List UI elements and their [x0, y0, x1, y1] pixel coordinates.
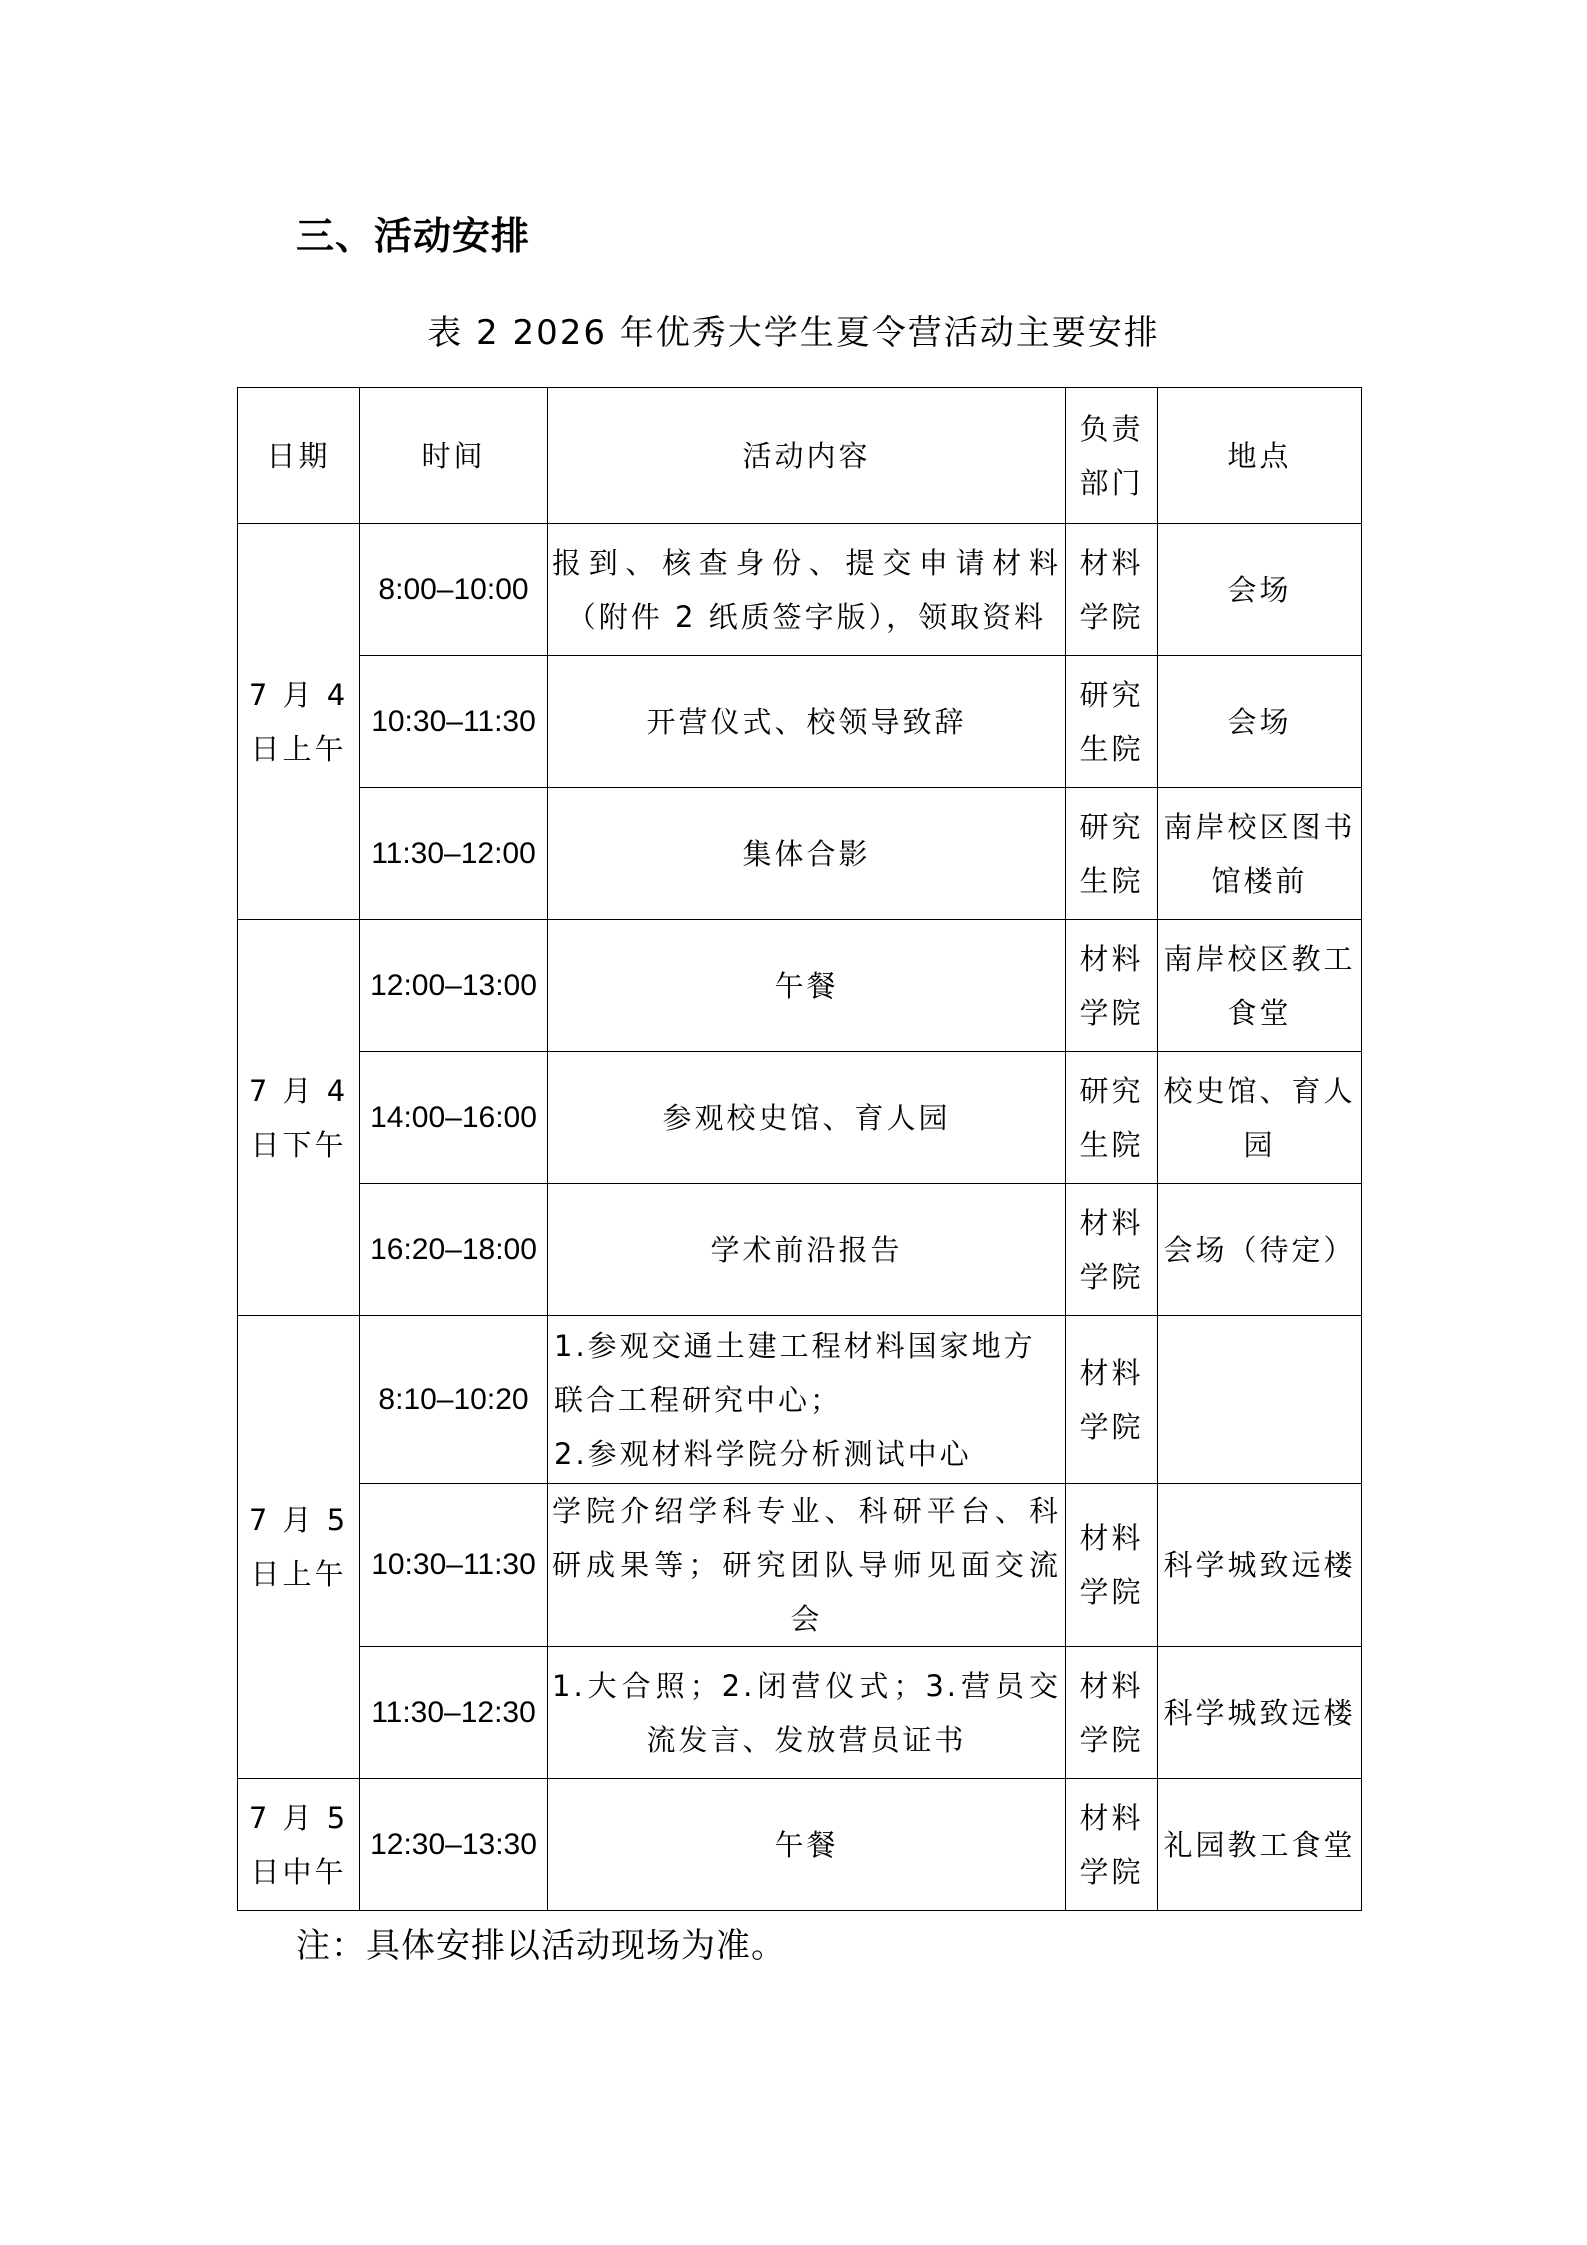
date-cell: 7 月 5 日中午 — [238, 1779, 360, 1911]
time-cell: 8:10–10:20 — [360, 1316, 548, 1484]
dept-cell: 研究生院 — [1066, 1052, 1158, 1184]
time-cell: 16:20–18:00 — [360, 1184, 548, 1316]
location-cell: 校史馆、育人园 — [1158, 1052, 1362, 1184]
location-cell: 会场 — [1158, 524, 1362, 656]
content-line: 2.参观材料学院分析测试中心 — [554, 1436, 972, 1471]
table-row — [238, 656, 1362, 788]
table-caption: 表 2 2026 年优秀大学生夏令营活动主要安排 — [427, 313, 1160, 353]
content-cell: 学术前沿报告 — [548, 1184, 1066, 1316]
dept-cell: 材料学院 — [1066, 1484, 1158, 1647]
column-header-dept: 负责部门 — [1066, 388, 1158, 524]
table-row — [238, 1184, 1362, 1316]
location-cell: 科学城致远楼 — [1158, 1484, 1362, 1647]
content-cell: 学院介绍学科专业、科研平台、科研成果等；研究团队导师见面交流会 — [548, 1484, 1066, 1647]
table-row — [238, 1647, 1362, 1779]
table-row — [238, 1484, 1362, 1647]
table-row — [238, 1316, 1362, 1484]
table-note: 注：具体安排以活动现场为准。 — [296, 1926, 786, 1966]
section-heading: 三、活动安排 — [296, 214, 531, 258]
dept-cell: 研究生院 — [1066, 788, 1158, 920]
schedule-table — [237, 387, 1362, 1911]
dept-cell: 材料学院 — [1066, 920, 1158, 1052]
content-cell: 报到、核查身份、提交申请材料（附件 2 纸质签字版），领取资料 — [548, 524, 1066, 656]
time-cell: 8:00–10:00 — [360, 524, 548, 656]
dept-cell: 材料学院 — [1066, 1316, 1158, 1484]
table-row — [238, 1779, 1362, 1911]
content-cell: 午餐 — [548, 1779, 1066, 1911]
location-cell — [1158, 1316, 1362, 1484]
dept-cell: 材料学院 — [1066, 524, 1158, 656]
time-cell: 10:30–11:30 — [360, 1484, 548, 1647]
location-cell: 礼园教工食堂 — [1158, 1779, 1362, 1911]
dept-cell: 材料学院 — [1066, 1779, 1158, 1911]
time-cell: 11:30–12:00 — [360, 788, 548, 920]
location-cell: 南岸校区教工食堂 — [1158, 920, 1362, 1052]
content-cell: 集体合影 — [548, 788, 1066, 920]
date-cell: 7 月 5 日上午 — [238, 1316, 360, 1779]
location-cell: 科学城致远楼 — [1158, 1647, 1362, 1779]
time-cell: 12:30–13:30 — [360, 1779, 548, 1911]
content-cell: 参观校史馆、育人园 — [548, 1052, 1066, 1184]
content-line: 1.参观交通土建工程材料国家地方联合工程研究中心； — [554, 1328, 1036, 1417]
time-cell: 12:00–13:00 — [360, 920, 548, 1052]
table-row — [238, 1052, 1362, 1184]
content-cell: 午餐 — [548, 920, 1066, 1052]
date-cell: 7 月 4 日上午 — [238, 524, 360, 920]
column-header-date: 日期 — [238, 388, 360, 524]
table-row — [238, 524, 1362, 656]
time-cell: 14:00–16:00 — [360, 1052, 548, 1184]
dept-cell: 材料学院 — [1066, 1184, 1158, 1316]
content-cell — [548, 1316, 1066, 1484]
content-cell: 1.大合照；2.闭营仪式；3.营员交流发言、发放营员证书 — [548, 1647, 1066, 1779]
time-cell: 10:30–11:30 — [360, 656, 548, 788]
date-cell: 7 月 4 日下午 — [238, 920, 360, 1316]
column-header-time: 时间 — [360, 388, 548, 524]
column-header-content: 活动内容 — [548, 388, 1066, 524]
table-row — [238, 920, 1362, 1052]
location-cell: 会场（待定） — [1158, 1184, 1362, 1316]
time-cell: 11:30–12:30 — [360, 1647, 548, 1779]
location-cell: 会场 — [1158, 656, 1362, 788]
dept-cell: 材料学院 — [1066, 1647, 1158, 1779]
content-cell: 开营仪式、校领导致辞 — [548, 656, 1066, 788]
location-cell: 南岸校区图书馆楼前 — [1158, 788, 1362, 920]
column-header-location: 地点 — [1158, 388, 1362, 524]
dept-cell: 研究生院 — [1066, 656, 1158, 788]
table-row — [238, 788, 1362, 920]
table-header-row — [238, 388, 1362, 524]
